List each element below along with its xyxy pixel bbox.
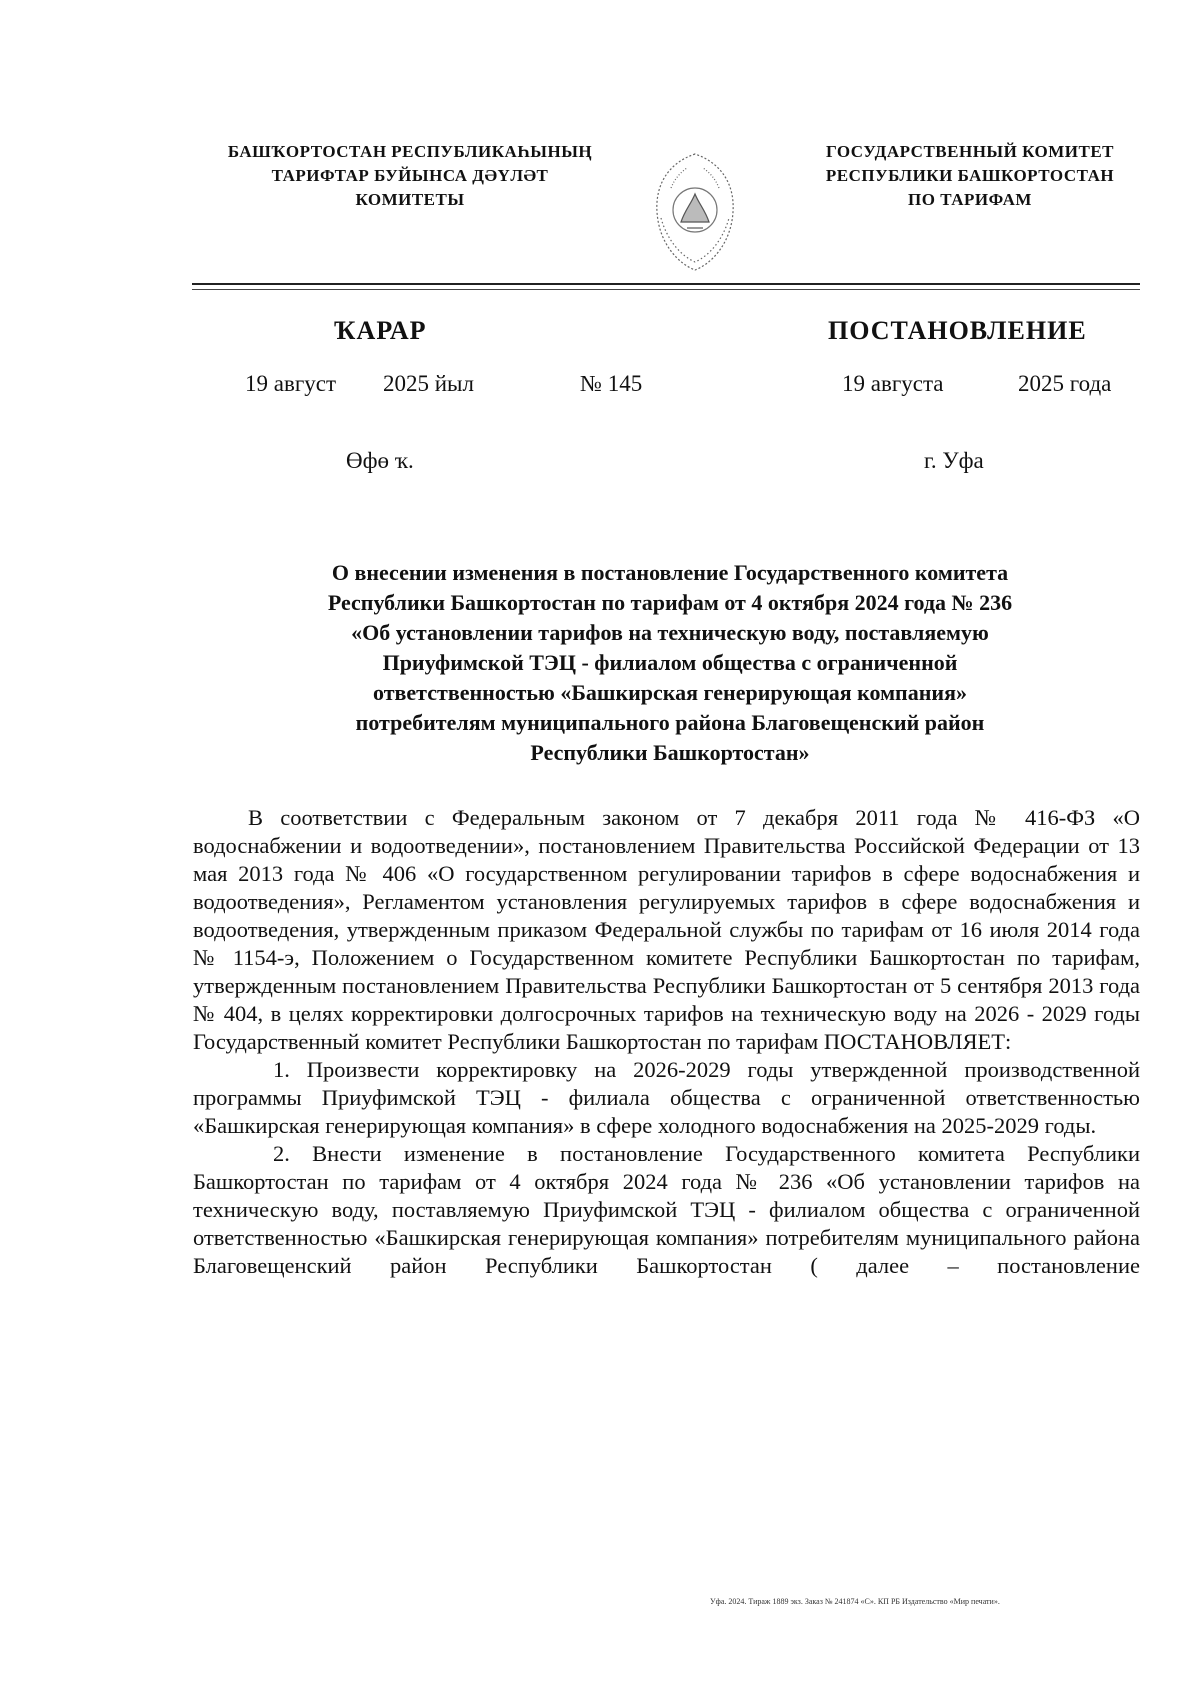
document-body	[193, 804, 1140, 1280]
document-number: № 145	[580, 371, 643, 396]
document-kind-russian: ПОСТАНОВЛЕНИЕ	[828, 316, 1087, 345]
header-right-line-2: РЕСПУБЛИКИ БАШКОРТОСТАН	[825, 166, 1115, 185]
header-divider-thick	[192, 283, 1140, 285]
print-footer: Уфа. 2024. Тираж 1889 экз. Заказ № 241874 «С». КП РБ Издательство «Мир печати».	[710, 1597, 1000, 1606]
date-russian-day: 19 августа	[842, 371, 944, 396]
header-right-line-1: ГОСУДАРСТВЕННЫЙ КОМИТЕТ	[825, 142, 1114, 161]
title-line: Приуфимской ТЭЦ - филиалом общества с ограниченной	[382, 650, 958, 675]
header-divider-thin	[192, 289, 1140, 290]
resolution-item-2: 2. Внести изменение в постановление Государственного комитета Республики Башкортостан по тарифам от 4 октября 2024 года № 236 «Об установлении тарифов на техническую воду, поставляемую Приуфимской ТЭЦ - филиалом общества с ограниченной ответственностью «Башкирская генерирующая компания» потребителям муниципального района Благовещенский район Республики Башкортостан ( далее – постановление	[193, 1141, 1140, 1278]
title-line: Республики Башкортостан»	[530, 740, 810, 765]
title-line: О внесении изменения в постановление Государственного комитета	[331, 560, 1009, 585]
resolution-item-1: 1. Произвести корректировку на 2026-2029 годы утвержденной производственной программы Приуфимской ТЭЦ - филиала общества с ограниченной ответственностью «Башкирская генерирующая компания» в сфере холодного водоснабжения на 2025-2029 годы.	[193, 1057, 1140, 1138]
header-left-line-1: БАШҠОРТОСТАН РЕСПУБЛИКАҺЫНЫҢ	[227, 142, 593, 161]
date-russian-year: 2025 года	[1018, 371, 1112, 396]
header-left-line-3: КОМИТЕТЫ	[355, 190, 465, 209]
title-line: ответственностью «Башкирская генерирующая компания»	[373, 680, 967, 705]
city-bashkir: Өфө ҡ.	[346, 448, 414, 473]
coat-of-arms-emblem-icon	[641, 148, 749, 276]
header-right-line-3: ПО ТАРИФАМ	[908, 190, 1032, 209]
header-right-block	[790, 140, 1150, 212]
date-bashkir-year: 2025 йыл	[383, 371, 474, 396]
document-kind-bashkir: ҠАРАР	[334, 316, 427, 345]
city-russian: г. Уфа	[924, 448, 984, 473]
title-line: потребителям муниципального района Благовещенский район	[355, 710, 985, 735]
title-line: Республики Башкортостан по тарифам от 4 октября 2024 года № 236	[327, 590, 1013, 615]
title-line: «Об установлении тарифов на техническую воду, поставляемую	[351, 620, 989, 645]
header-left-block	[180, 140, 640, 212]
preamble-paragraph: В соответствии с Федеральным законом от 7 декабря 2011 года № 416-ФЗ «О водоснабжении и водоотведении», постановлением Правительства Российской Федерации от 13 мая 2013 года № 406 «О государственном регулировании тарифов в сфере водоснабжения и водоотведения», Регламентом установления регулируемых тарифов в сфере водоснабжения и водоотведения, утвержденным приказом Федеральной службы по тарифам от 16 июля 2014 года № 1154-э, Положением о Государственном комитете Республики Башкортостан по тарифам, утвержденным постановлением Правительства Республики Башкортостан от 5 сентября 2013 года № 404, в целях корректировки долгосрочных тарифов на техническую воду на 2026 - 2029 годы Государственный комитет Республики Башкортостан по тарифам ПОСТАНОВЛЯЕТ:	[193, 805, 1140, 1054]
header-left-line-2: ТАРИФТАР БУЙЫНСА ДӘҮЛӘТ	[271, 166, 549, 185]
date-bashkir-day: 19 август	[245, 371, 337, 396]
document-title	[200, 558, 1140, 768]
